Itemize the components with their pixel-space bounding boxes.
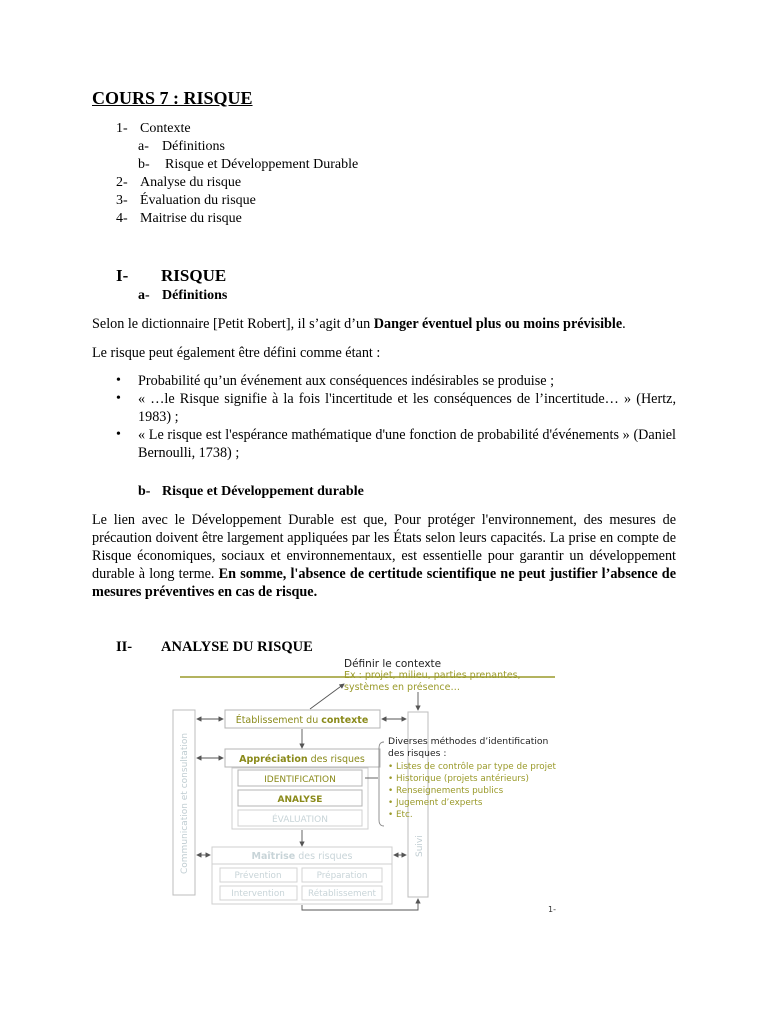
- subsection-title: Risque et Développement durable: [162, 484, 364, 499]
- section-number: II-: [116, 639, 133, 655]
- toc-label: Contexte: [140, 121, 191, 136]
- section-1-heading: [116, 266, 226, 286]
- subsection-title: Définitions: [162, 288, 228, 303]
- reestablishment-label: Rétablissement: [307, 889, 377, 899]
- text: Le lien avec le Développement Durable est que, Pour protéger l'environnement, des mesures de précaution doivent être largement appliquées par les États selon leurs capacités. La prise en compte de Risque économiques, sociaux et environnementaux, est essentielle pour garantir un développement durable à long terme.: [92, 512, 676, 582]
- methods-title-line1: Diverses méthodes d’identification: [388, 736, 549, 747]
- methods-title-line2: des risques :: [388, 748, 447, 759]
- risk-assessment-label: Appréciation des risques: [239, 754, 365, 765]
- toc-item-4: [116, 211, 242, 227]
- toc-label: Évaluation du risque: [140, 193, 256, 208]
- text: Selon le dictionnaire [Petit Robert], il s’agit d’un: [92, 316, 374, 332]
- identification-label: IDENTIFICATION: [264, 775, 336, 785]
- toc-subitem-b: [138, 157, 358, 173]
- toc-num: 3-: [116, 193, 128, 208]
- text: .: [622, 316, 626, 332]
- arrow: [310, 684, 344, 709]
- evaluation-label: ÉVALUATION: [271, 815, 329, 825]
- risk-management-diagram: [160, 652, 560, 917]
- intervention-label: Intervention: [231, 889, 285, 899]
- communication-label: Communication et consultation: [180, 732, 190, 874]
- toc-subitem-a: [138, 139, 225, 155]
- method-item: • Etc.: [388, 810, 413, 820]
- sustainable-paragraph: [92, 511, 676, 601]
- definitions-list: [116, 372, 676, 462]
- toc-item-2: [116, 175, 241, 191]
- subsection-b-heading: [138, 484, 364, 500]
- context-title: Définir le contexte: [344, 658, 442, 670]
- toc-label: Définitions: [162, 139, 225, 154]
- prevention-label: Prévention: [234, 871, 282, 881]
- context-example-line1: Ex : projet, milieu, parties prenantes,: [344, 670, 521, 681]
- suivi-label: Suivi: [415, 835, 425, 857]
- toc-num: a-: [138, 139, 149, 154]
- context-setup-label: Établissement du contexte: [235, 715, 369, 726]
- subsection-number: b-: [138, 484, 151, 499]
- emphasis: Danger éventuel plus ou moins prévisible: [373, 316, 623, 332]
- toc-label: Risque et Développement Durable: [165, 157, 359, 172]
- context-example-line2: systèmes en présence…: [344, 682, 460, 693]
- toc-label: Maitrise du risque: [140, 211, 242, 226]
- toc-num: 4-: [116, 211, 128, 226]
- method-item: • Jugement d’experts: [388, 798, 483, 808]
- section-title: RISQUE: [161, 266, 227, 285]
- section-number: I-: [116, 266, 129, 285]
- corner-mark: 1-: [548, 905, 556, 914]
- list-item: • Probabilité qu’un événement aux conséquences indésirables se produise ;: [116, 372, 676, 390]
- method-item: • Listes de contrôle par type de projet: [388, 762, 556, 772]
- list-item: • « Le risque est l'espérance mathématique d'une fonction de probabilité d'événements » (Daniel Bernoulli, 1738) ;: [116, 426, 676, 462]
- emphasis: En somme, l'absence de certitude scientifique ne peut justifier l’absence de mesures préventives en cas de risque.: [92, 566, 676, 600]
- toc-num: 2-: [116, 175, 128, 190]
- intro-paragraph: Le risque peut également être défini comme étant :: [92, 345, 381, 361]
- method-item: • Renseignements publics: [388, 786, 504, 796]
- toc-item-1: [116, 121, 191, 137]
- risk-control-label: Maîtrise des risques: [251, 851, 353, 862]
- preparation-label: Préparation: [316, 871, 368, 881]
- analysis-label: ANALYSE: [277, 795, 323, 805]
- toc-num: b-: [138, 157, 150, 172]
- toc-item-3: [116, 193, 256, 209]
- section-title: ANALYSE DU RISQUE: [161, 639, 313, 655]
- toc-num: 1-: [116, 121, 128, 136]
- subsection-a-heading: [138, 288, 227, 304]
- list-item: • « …le Risque signifie à la fois l'incertitude et les conséquences de l’incertitude… » (Hertz, 1983) ;: [116, 390, 676, 426]
- page-title: COURS 7 : RISQUE: [92, 88, 253, 108]
- subsection-number: a-: [138, 288, 150, 303]
- definition-paragraph: [92, 315, 676, 333]
- toc-label: Analyse du risque: [140, 175, 242, 190]
- method-item: • Historique (projets antérieurs): [388, 774, 529, 784]
